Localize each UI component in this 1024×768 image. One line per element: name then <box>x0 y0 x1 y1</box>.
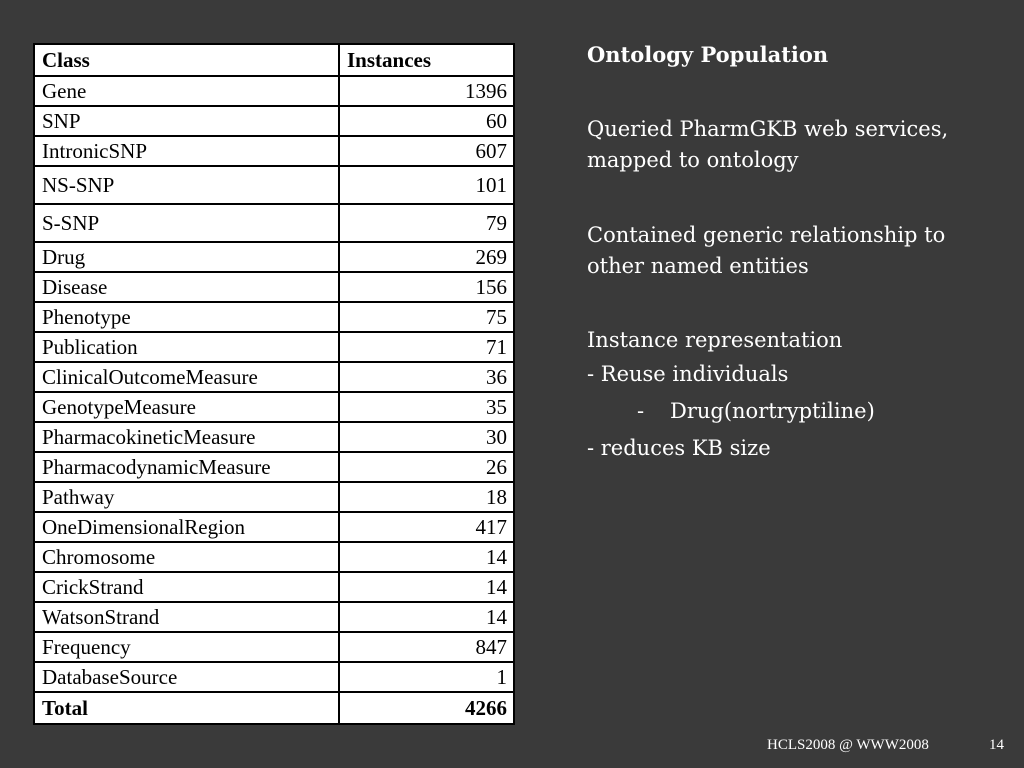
class-cell: OneDimensionalRegion <box>34 512 339 542</box>
table-row <box>34 76 514 106</box>
class-cell: PharmacokineticMeasure <box>34 422 339 452</box>
total-value: 4266 <box>339 692 514 724</box>
instances-cell: 18 <box>339 482 514 512</box>
ontology-instances-table <box>33 43 515 725</box>
class-cell: SNP <box>34 106 339 136</box>
instances-cell: 79 <box>339 204 514 242</box>
paragraph-instance-representation: Instance representation <box>587 328 843 352</box>
instances-cell: 607 <box>339 136 514 166</box>
instances-cell: 156 <box>339 272 514 302</box>
instances-cell: 60 <box>339 106 514 136</box>
class-cell: Phenotype <box>34 302 339 332</box>
sub-bullet-dash: - <box>637 399 645 423</box>
footer-page-number: 14 <box>989 737 1004 753</box>
sub-bullet-text: Drug(nortryptiline) <box>670 399 875 423</box>
table-row <box>34 332 514 362</box>
table-row <box>34 602 514 632</box>
bullet-reduces-kb: - reduces KB size <box>587 436 771 460</box>
table-row <box>34 136 514 166</box>
instances-cell: 14 <box>339 542 514 572</box>
table-row <box>34 482 514 512</box>
class-cell: GenotypeMeasure <box>34 392 339 422</box>
instances-cell: 36 <box>339 362 514 392</box>
class-cell: DatabaseSource <box>34 662 339 692</box>
class-cell: S-SNP <box>34 204 339 242</box>
class-cell: Chromosome <box>34 542 339 572</box>
instances-cell: 75 <box>339 302 514 332</box>
instances-cell: 71 <box>339 332 514 362</box>
class-cell: PharmacodynamicMeasure <box>34 452 339 482</box>
instances-cell: 35 <box>339 392 514 422</box>
header-class: Class <box>34 44 339 76</box>
sub-bullet-drug <box>587 393 1002 430</box>
instances-cell: 1 <box>339 662 514 692</box>
table-row <box>34 452 514 482</box>
class-cell: Gene <box>34 76 339 106</box>
total-label: Total <box>34 692 339 724</box>
table-row <box>34 106 514 136</box>
table-row <box>34 272 514 302</box>
instances-cell: 14 <box>339 572 514 602</box>
text-panel <box>587 40 1002 467</box>
table-row <box>34 362 514 392</box>
table-row <box>34 242 514 272</box>
instances-cell: 26 <box>339 452 514 482</box>
class-cell: WatsonStrand <box>34 602 339 632</box>
table-row <box>34 204 514 242</box>
paragraph-queried: Queried PharmGKB web services, mapped to ontology <box>587 117 949 172</box>
table-header-row <box>34 44 514 76</box>
paragraph-contained: Contained generic relationship to other named entities <box>587 223 946 278</box>
table-row <box>34 302 514 332</box>
instances-cell: 417 <box>339 512 514 542</box>
class-cell: Pathway <box>34 482 339 512</box>
table-row <box>34 166 514 204</box>
table-total-row <box>34 692 514 724</box>
instances-cell: 30 <box>339 422 514 452</box>
table-row <box>34 392 514 422</box>
header-instances: Instances <box>339 44 514 76</box>
bullet-reuse-individuals: - Reuse individuals <box>587 362 789 386</box>
table-row <box>34 572 514 602</box>
instances-cell: 14 <box>339 602 514 632</box>
footer-conference: HCLS2008 @ WWW2008 <box>767 737 929 753</box>
class-cell: NS-SNP <box>34 166 339 204</box>
class-cell: Publication <box>34 332 339 362</box>
class-cell: ClinicalOutcomeMeasure <box>34 362 339 392</box>
instances-cell: 101 <box>339 166 514 204</box>
class-cell: CrickStrand <box>34 572 339 602</box>
slide-heading: Ontology Population <box>587 42 829 67</box>
class-cell: Drug <box>34 242 339 272</box>
table-row <box>34 632 514 662</box>
instances-cell: 1396 <box>339 76 514 106</box>
table-row <box>34 512 514 542</box>
class-cell: Frequency <box>34 632 339 662</box>
table-row <box>34 662 514 692</box>
class-cell: Disease <box>34 272 339 302</box>
instances-cell: 269 <box>339 242 514 272</box>
instances-cell: 847 <box>339 632 514 662</box>
table-row <box>34 422 514 452</box>
class-cell: IntronicSNP <box>34 136 339 166</box>
table-row <box>34 542 514 572</box>
